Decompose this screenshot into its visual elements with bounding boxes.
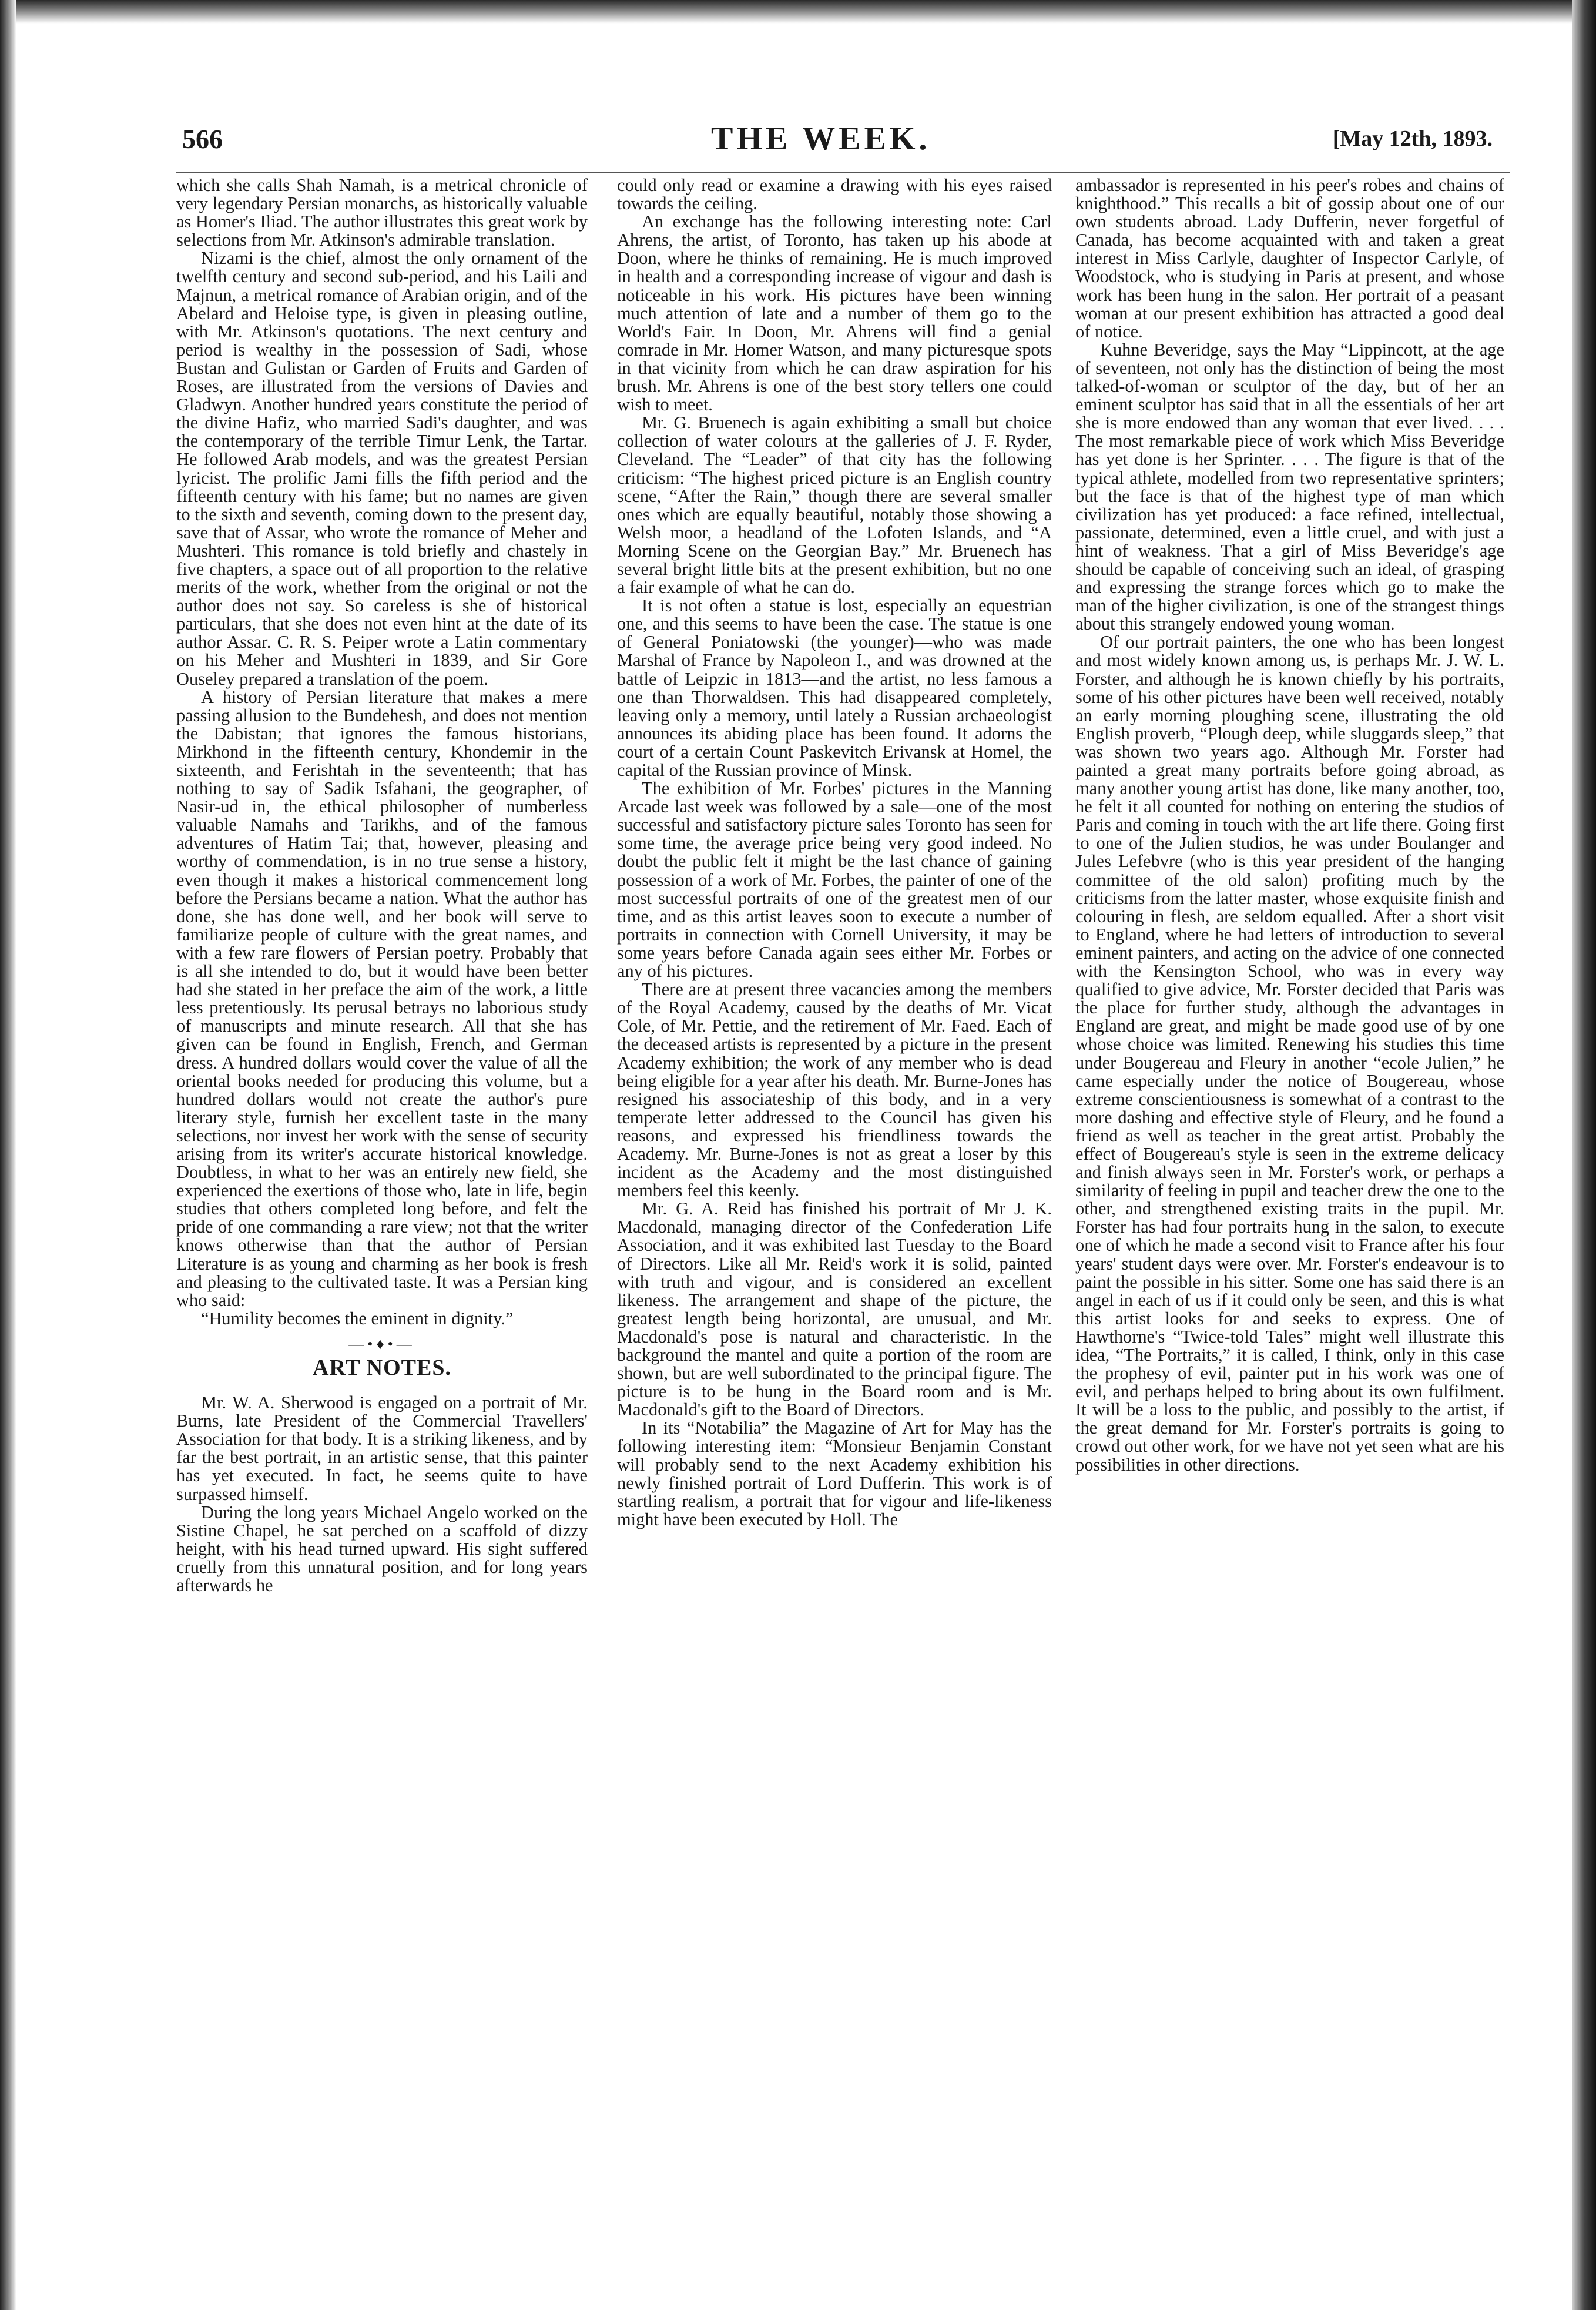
- page-header: [182, 120, 1493, 165]
- paragraph: An exchange has the following interesting note: Carl Ahrens, the artist, of Toronto, has taken up his abode at Doon, where he thinks of remaining. He is much improved in health and a corresponding increase of vigour and dash is noticeable in his work. His pictures have been winning much attention of late and a number of them go to the World's Fair. In Doon, Mr. Ahrens will find a genial comrade in Mr. Homer Watson, and many picturesque spots in that vicinity from which he can draw aspiration for his brush. Mr. Ahrens is one of the best story tellers one could wish to meet.: [617, 212, 1052, 415]
- column-1: [176, 176, 588, 1595]
- paragraph: There are at present three vacancies among the members of the Royal Academy, caused by the deaths of Mr. Vicat Cole, of Mr. Pettie, and the retirement of Mr. Faed. Each of the deceased artists is represented by a picture in the present Academy exhibition; the work of any member who is dead being eligible for a year after his death. Mr. Burne-Jones has resigned his associateship of this body, and in a very temperate letter addressed to the Council has given his reasons, and expressed his friendliness towards the Academy. Mr. Burne-Jones is not as great a loser by this incident as the Academy and the most distinguished members feel this keenly.: [617, 979, 1052, 1201]
- issue-date: [May 12th, 1893.: [1332, 126, 1493, 151]
- paragraph: which she calls Shah Namah, is a metrical chronicle of very legendary Persian monarchs, as historically valuable as Homer's Iliad. The author illustrates this great work by selections from Mr. Atkinson's admirable translation.: [176, 175, 588, 250]
- quotation: “Humility becomes the eminent in dignity.”: [201, 1308, 514, 1328]
- paragraph: Mr. W. A. Sherwood is engaged on a portrait of Mr. Burns, late President of the Commercial Travellers' Association for that body. It is a striking likeness, and by far the best portrait, in an artistic sense, that this painter has yet executed. In fact, he seems quite to have surpassed himself.: [176, 1392, 588, 1504]
- paragraph: The exhibition of Mr. Forbes' pictures in the Manning Arcade last week was followed by a sale—one of the most successful and satisfactory picture sales Toronto has seen for some time, the average price being very good indeed. No doubt the public felt it might be the last chance of gaining possession of a work of Mr. Forbes, the painter of one of the most successful portraits of one of the greatest men of our time, and as this artist leaves soon to execute a number of portraits in connection with Cornell University, it may be some years before Canada again sees either Mr. Forbes or any of his pictures.: [617, 778, 1052, 982]
- paragraph: could only read or examine a drawing with his eyes raised towards the ceiling.: [617, 175, 1052, 214]
- paragraph: During the long years Michael Angelo worked on the Sistine Chapel, he sat perched on a scaffold of dizzy height, with his head turned upward. His sight suffered cruelly from this unnatural position, and for long years afterwards he: [176, 1502, 588, 1596]
- masthead-title: THE WEEK.: [711, 120, 931, 157]
- paragraph: Kuhne Beveridge, says the May “Lippincott, at the age of seventeen, not only has the distinction of being the most talked-of-woman or sculptor of the day, but of her an eminent sculptor has said that in all the essentials of her art she is more endowed than any woman that ever lived. . . . The most remarkable piece of work which Miss Beveridge has yet done is her Sprinter. . . . The figure is that of the typical athlete, modelled from two representative sprinters; but the face is that of the highest type of man which civilization has yet produced: a face refined, intellectual, passionate, determined, even a little cruel, and with just a hint of weakness. That a girl of Miss Beveridge's age should be capable of conceiving such an ideal, of grasping and expressing the strange forces which go to make the man of the higher civilization, is one of the strangest things about this strangely endowed young woman.: [1075, 339, 1504, 634]
- section-heading-art-notes: ART NOTES.: [312, 1355, 452, 1380]
- scan-edge-left: [0, 0, 16, 2310]
- scan-edge-top: [0, 0, 1596, 24]
- paragraph: Mr. G. A. Reid has finished his portrait of Mr J. K. Macdonald, managing director of the Confederation Life Association, and it was exhibited last Tuesday to the Board of Directors. Like all Mr. Reid's work it is solid, painted with truth and vigour, and is considered an excellent likeness. The arrangement and shape of the picture, the greatest length being horizontal, are unusual, and Mr. Macdonald's pose is natural and characteristic. In the background the mantel and quite a portion of the room are shown, but are well subordinated to the principal figure. The picture is to be hung in the Board room and is Mr. Macdonald's gift to the Board of Directors.: [617, 1198, 1052, 1420]
- paragraph: Of our portrait painters, the one who has been longest and most widely known among us, is perhaps Mr. J. W. L. Forster, and although he is known chiefly by his portraits, some of his other pictures have been well received, notably an early morning ploughing scene, illustrating the old English proverb, “Plough deep, while sluggards sleep,” that was shown two years ago. Although Mr. Forster had painted a great many portraits before going abroad, as many another young artist has done, like many another, too, he felt it all counted for nothing on entering the studios of Paris and coming in touch with the art life there. Going first to one of the Julien studios, he was under Boulanger and Jules Lefebvre (who is this year president of the hanging committee of the old salon) profiting much by the criticisms from the latter master, whose exquisite finish and colouring in flesh, are seldom equalled. After a short visit to England, where he had letters of introduction to several eminent painters, and acting on the advice of one connected with the Kensington School, who was in every way qualified to give advice, Mr. Forster decided that Paris was the place for further study, although the advantages in England are great, and might be made good use of by one whose choice was limited. Renewing his studies this time under Bougereau and Fleury in another “ecole Julien,” he came especially under the notice of Bougereau, whose extreme conscientiousness is somewhat of a contrast to the more dashing and effective style of Fleury, and he found a friend as well as teacher in the great artist. Probably the effect of Bougereau's style is seen in the extreme delicacy and finish always seen in Mr. Forster's work, or perhaps a similarity of feeling in pupil and teacher drew the one to the other, and strengthened existing traits in the pupil. Mr. Forster has had four portraits hung in the salon, to execute one of which he made a second visit to France after his four years' student days were over. Mr. Forster's endeavour is to paint the possible in his sitter. Some one has said there is an angel in each of us if it could only be seen, and this is what this artist looks for and seeks to express. One of Hawthorne's “Twice-told Tales” might well illustrate this idea, “The Portraits,” it is called, I think, only in this case the prophesy of evil, painter put in his work was one of evil, and perhaps helped to bring about its own fulfilment. It will be a loss to the public, and possibly to the artist, if the great demand for Mr. Forster's portraits is going to crowd out other work, for we have not yet seen what are his possibilities in other directions.: [1075, 632, 1504, 1475]
- paragraph: Nizami is the chief, almost the only ornament of the twelfth century and second sub-period, and his Laili and Majnun, a metrical romance of Arabian origin, and of the Abelard and Heloise type, is given in pleasing outline, with Mr. Atkinson's quotations. The next century and period is wealthy in the possession of Sadi, whose Bustan and Gulistan or Garden of Fruits and Garden of Roses, are illustrated from the versions of Davies and Gladwyn. Another hundred years constitute the period of the divine Hafiz, who married Sadi's daughter, and was the contemporary of the terrible Timur Lenk, the Tartar. He followed Arab models, and was the greatest Persian lyricist. The prolific Jami fills the fifth period and the fifteenth century with his fame; but no names are given to the sixth and seventh, coming down to the present day, save that of Assar, who wrote the romance of Meher and Mushteri. This romance is told briefly and chastely in five chapters, a space out of all proportion to the relative merits of the work, whether from the original or not the author does not say. So careless is she of historical particulars, that she does not even hint at the date of its author Assar. C. R. S. Peiper wrote a Latin commentary on his Meher and Mushteri in 1839, and Sir Gore Ouseley prepared a translation of the poem.: [176, 248, 588, 689]
- paragraph: It is not often a statue is lost, especially an equestrian one, and this seems to have been the case. The statue is one of General Poniatowski (the younger)—who was made Marshal of France by Napoleon I., and was drowned at the battle of Leipzic in 1813—and the artist, no less famous a one than Thorwaldsen. This had disappeared completely, leaving only a memory, until lately a Russian archaeologist announces its abiding place has been found. It adorns the court of a certain Count Paskevitch Erivansk at Homel, the capital of the Russian province of Minsk.: [617, 595, 1052, 780]
- section-ornament: —•♦•—: [348, 1335, 415, 1352]
- scan-edge-right: [1572, 0, 1596, 2310]
- header-rule: [176, 172, 1510, 173]
- paragraph: In its “Notabilia” the Magazine of Art for May has the following interesting item: “Monsieur Benjamin Constant will probably send to the next Academy exhibition his newly finished portrait of Lord Dufferin. This work is of startling realism, a portrait that for vigour and life-likeness might have been executed by Holl. The: [617, 1418, 1052, 1529]
- page-number: 566: [182, 124, 223, 154]
- paragraph: ambassador is represented in his peer's robes and chains of knighthood.” This recalls a bit of gossip about one of our own students abroad. Lady Dufferin, never forgetful of Canada, has become acquainted with and taken a great interest in Miss Carlyle, daughter of Inspector Carlyle, of Woodstock, who is studying in Paris at present, and whose work has been hung in the salon. Her portrait of a peasant woman at our present exhibition has attracted a good deal of notice.: [1075, 175, 1504, 342]
- paragraph: Mr. G. Bruenech is again exhibiting a small but choice collection of water colours at the galleries of J. F. Ryder, Cleveland. The “Leader” of that city has the following criticism: “The highest priced picture is an English country scene, “After the Rain,” though there are several smaller ones which are equally beautiful, notably those showing a Welsh moor, a headland of the Lofoten Islands, and “A Morning Scene on the Georgian Bay.” Mr. Bruenech has several bright little bits at the present exhibition, but no one a fair example of what he can do.: [617, 413, 1052, 598]
- column-2: [617, 176, 1052, 1529]
- column-3: [1075, 176, 1504, 1474]
- paragraph: A history of Persian literature that makes a mere passing allusion to the Bundehesh, and does not mention the Dabistan; that ignores the famous historians, Mirkhond in the fifteenth century, Khondemir in the sixteenth, and Ferishtah in the seventeenth; that has nothing to say of Sadik Isfahani, the geographer, of Nasir-ud in, the ethical philosopher of numberless valuable Namahs and Tarikhs, and of the famous adventures of Hatim Tai; that, however, pleasing and worthy of commendation, is in no true sense a history, even though it makes a historical commencement long before the Persians became a nation. What the author has done, she has done well, and her book will serve to familiarize people of culture with the great names, and with a few rare flowers of Persian poetry. Probably that is all she intended to do, but it would have been better had she stated in her preface the aim of the work, a little less pretentiously. Its perusal betrays no laborious study of manuscripts and minute research. All that she has given can be found in English, French, and German dress. A hundred dollars would cover the value of all the oriental books needed for producing this volume, but a hundred dollars would not create the author's pure literary style, furnish her excellent taste in the many selections, nor invest her work with the sense of security arising from its writer's accurate historical knowledge. Doubtless, in what to her was an entirely new field, she experienced the exertions of those who, late in life, begin studies that others completed long before, and felt the pride of one commanding a rare view; not that the writer knows otherwise than that the author of Persian Literature is as young and charming as her book is fresh and pleasing to the cultivated taste. It was a Persian king who said:: [176, 687, 588, 1310]
